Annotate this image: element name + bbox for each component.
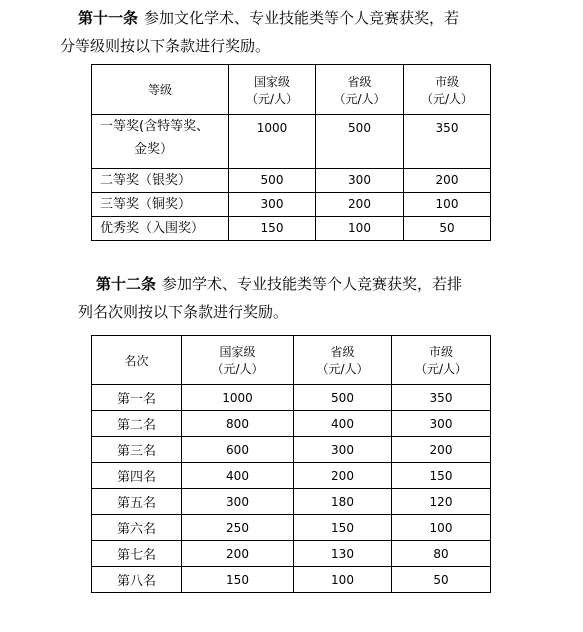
cell-provincial: 500	[316, 115, 404, 169]
header-municipal: 市级 （元/人）	[404, 65, 491, 115]
table-row	[92, 411, 491, 437]
article-12-title: 第十二条	[96, 275, 157, 293]
cell-national: 250	[182, 515, 294, 541]
cell-municipal: 350	[404, 115, 491, 169]
row-label: 第四名	[92, 463, 182, 489]
cell-municipal: 100	[392, 515, 491, 541]
row-label: 第二名	[92, 411, 182, 437]
row-label: 三等奖（铜奖）	[92, 193, 229, 217]
header-provincial: 省级 （元/人）	[316, 65, 404, 115]
cell-municipal: 50	[392, 567, 491, 593]
cell-national: 1000	[182, 385, 294, 411]
table-row	[92, 567, 491, 593]
header-rank: 名次	[92, 336, 182, 385]
cell-national: 1000	[229, 115, 316, 169]
cell-provincial: 200	[294, 463, 392, 489]
cell-provincial: 500	[294, 385, 392, 411]
cell-municipal: 200	[404, 169, 491, 193]
award-grade-table	[91, 64, 491, 241]
cell-provincial: 300	[316, 169, 404, 193]
table-header-row	[92, 65, 491, 115]
cell-national: 200	[182, 541, 294, 567]
cell-municipal: 200	[392, 437, 491, 463]
table-row	[92, 385, 491, 411]
table-row	[92, 541, 491, 567]
cell-provincial: 400	[294, 411, 392, 437]
table-row	[92, 489, 491, 515]
cell-national: 800	[182, 411, 294, 437]
table-row	[92, 115, 491, 169]
table-row	[92, 193, 491, 217]
header-national: 国家级 （元/人）	[229, 65, 316, 115]
row-label: 第七名	[92, 541, 182, 567]
row-label: 二等奖（银奖）	[92, 169, 229, 193]
row-label: 第八名	[92, 567, 182, 593]
article-12-text-line1: 参加学术、专业技能类等个人竞赛获奖，若排	[162, 275, 463, 293]
row-label: 第五名	[92, 489, 182, 515]
row-label: 第六名	[92, 515, 182, 541]
cell-provincial: 180	[294, 489, 392, 515]
cell-municipal: 80	[392, 541, 491, 567]
cell-provincial: 100	[316, 217, 404, 241]
table-row	[92, 463, 491, 489]
table-row	[92, 437, 491, 463]
header-provincial: 省级 （元/人）	[294, 336, 392, 385]
cell-national: 150	[182, 567, 294, 593]
table-header-row	[92, 336, 491, 385]
article-11-text-line2: 分等级则按以下条款进行奖励。	[60, 37, 271, 55]
cell-provincial: 150	[294, 515, 392, 541]
cell-provincial: 100	[294, 567, 392, 593]
table-row	[92, 217, 491, 241]
article-11-paragraph	[60, 4, 518, 60]
header-grade: 等级	[92, 65, 229, 115]
header-municipal: 市级 （元/人）	[392, 336, 491, 385]
cell-provincial: 300	[294, 437, 392, 463]
article-11-title: 第十一条	[78, 9, 139, 27]
cell-municipal: 150	[392, 463, 491, 489]
article-12-paragraph	[78, 270, 536, 326]
cell-municipal: 50	[404, 217, 491, 241]
article-12-text-line2: 列名次则按以下条款进行奖励。	[78, 303, 289, 321]
cell-municipal: 120	[392, 489, 491, 515]
row-label: 优秀奖（入围奖）	[92, 217, 229, 241]
cell-national: 300	[229, 193, 316, 217]
row-label: 第一名	[92, 385, 182, 411]
cell-national: 150	[229, 217, 316, 241]
cell-municipal: 350	[392, 385, 491, 411]
row-label: 第三名	[92, 437, 182, 463]
cell-national: 400	[182, 463, 294, 489]
cell-national: 600	[182, 437, 294, 463]
cell-national: 500	[229, 169, 316, 193]
table-row	[92, 169, 491, 193]
header-national: 国家级 （元/人）	[182, 336, 294, 385]
cell-provincial: 200	[316, 193, 404, 217]
ranking-award-table	[91, 335, 491, 593]
article-11-text-line1: 参加文化学术、专业技能类等个人竞赛获奖，若	[144, 9, 460, 27]
row-label: 一等奖(含特等奖、 金奖）	[92, 115, 229, 169]
cell-municipal: 100	[404, 193, 491, 217]
table-row	[92, 515, 491, 541]
cell-national: 300	[182, 489, 294, 515]
cell-provincial: 130	[294, 541, 392, 567]
cell-municipal: 300	[392, 411, 491, 437]
